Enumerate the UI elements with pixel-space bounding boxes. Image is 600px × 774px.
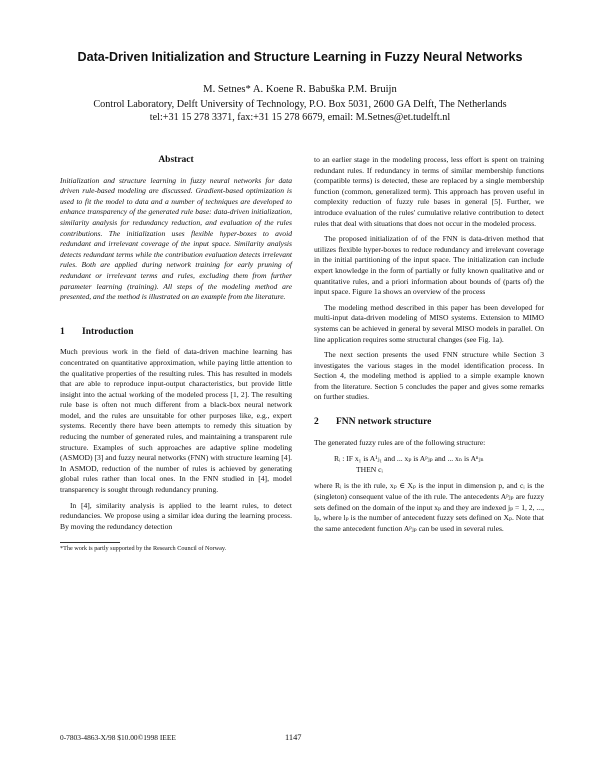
authors: M. Setnes* A. Koene R. Babuška P.M. Bruijn — [203, 84, 397, 95]
intro-paragraph-1: Much previous work in the field of data-driven machine learning has concentrated on quantitative approximation, while paying little attention to the qualitative properties of the resulting rules. This has resulted in models that are able to reproduce input-output characteristics, but provide little insight into the actual working of the modeled process [1, 2]. The resulting rule base is often not much different from a black-box neural network model, and the rules are unsuitable for other purposes like, e.g., expert systems. Recently there have been attempts to remedy this situation by reducing the number of generated rules, and maintaining a transparent rule structure. Examples of such approaches are adaptive spline modeling (ASMOD) [3] and fuzzy neural networks (FNN) with structure learning [4]. In ASMOD, reduction of the number of rules is achieved by generating global rules rather than local ones. In the FNN studied in [4], model transparency is sought through redundancy pruning. — [60, 347, 292, 495]
affiliation-block — [0, 98, 600, 124]
right-column — [314, 155, 544, 539]
contact-info: tel:+31 15 278 3371, fax:+31 15 278 6679, email: M.Setnes@et.tudelft.nl — [149, 112, 451, 123]
abstract-heading: Abstract — [158, 155, 194, 165]
right-paragraph-1: to an earlier stage in the modeling process, less effort is spent on training redundant rules. If redundancy in terms of similar membership functions (compatible terms) is detected, these are replaced by a single membership function (common, generalized term). This approach has proven useful in complexity reduction of fuzzy rule bases in general [5]. Further, we introduce evaluation of the rules' cumulative relative contribution to detect rules that deal with situations that does not occur in the modeled process. — [314, 155, 544, 228]
equation-line-2: THEN cᵢ — [356, 464, 383, 474]
equation-line-1: Rᵢ : IF x₁ is A¹ⱼ₁ and ... xₚ is Aᵖⱼₚ and ... xₙ is Aⁿⱼₙ — [334, 454, 484, 464]
right-paragraph-5: The generated fuzzy rules are of the following structure: — [314, 437, 486, 447]
right-paragraph-2: The proposed initialization of of the FNN is data-driven method that utilizes flexible hyper-boxes to reduce redundancy and irrelevant coverage in the initial partitioning of the input space. The initialization can include expert knowledge in the form of partially or fully known qualitative and or quantitative rules, and a priori information about bounds of (parts of) the input space. Figure 1a shows an overview of the process — [314, 234, 544, 297]
right-paragraph-6: where Rᵢ is the ith rule, xₚ ∈ Xₚ is the input in dimension p, and cᵢ is the (singleton) consequent value of the ith rule. The antecedents Aᵖⱼₚ are fuzzy sets defined on the domain of the input xₚ and they are indexed jₚ = 1, 2, ..., lₚ, where lₚ is the number of antecedent fuzzy sets defined on Xₚ. Note that the same antecedent function Aᵖⱼₚ can be used in several rules. — [314, 481, 544, 533]
right-paragraph-4: The next section presents the used FNN structure while Section 3 investigates the various stages in the model identification process. In Section 4, the modeling method is applied to a simple example known from the literature. Section 5 concludes the paper and gives some remarks on further studies. — [314, 350, 544, 402]
footnote: *The work is partly supported by the Research Council of Norway. — [60, 545, 227, 553]
footnote-rule — [60, 542, 120, 543]
intro-paragraph-2: In [4], similarity analysis is applied to the learnt rules, to detect redundancies. We propose using a similar idea during the learning process. By moving the redundancy detection — [60, 500, 292, 531]
isbn-copyright: 0-7803-4863-X/98 $10.00©1998 IEEE — [60, 733, 176, 742]
right-paragraph-3: The modeling method described in this paper has been developed for multi-input data-driven modeling of MISO systems. Extension to MIMO systems can be achieved in general by several MISO models in parallel. On line application requires some structural changes (see Fig. 1a). — [314, 302, 544, 344]
affiliation: Control Laboratory, Delft University of Technology, P.O. Box 5031, 2600 GA Delft, The Netherlands — [93, 99, 507, 110]
section-number: 1 — [60, 326, 65, 337]
left-column — [60, 155, 292, 553]
section-title: FNN network structure — [336, 417, 432, 428]
page-number: 1147 — [285, 733, 302, 742]
section-number: 2 — [314, 417, 319, 428]
section-title: Introduction — [82, 326, 134, 337]
rule-equation — [334, 454, 544, 475]
section-heading-fnn — [314, 417, 544, 428]
abstract-text: Initialization and structure learning in fuzzy neural networks for data driven rule-based modeling are discussed. Gradient-based optimization is used to fit the model to data and a number of techniques are developed to enhance transparency of the generated rule base: data-driven initialization, similarity analysis for redundancy reduction, and evaluation of the rules contributions. The initialization uses flexible hyper-boxes to avoid redundant and irrelevant coverage of the input space. Similarity analysis detects redundant terms while the contribution evaluation detects irrelevant rules. Both are applied during network training for early pruning of redundant or irrelevant terms and rules, excluding them from further parameter learning (training). All steps of the modeling method are presented, and the method is illustrated on an example from the literature. — [60, 175, 292, 302]
paper-title: Data-Driven Initialization and Structure Learning in Fuzzy Neural Networks — [77, 50, 523, 64]
section-heading-introduction — [60, 327, 292, 338]
